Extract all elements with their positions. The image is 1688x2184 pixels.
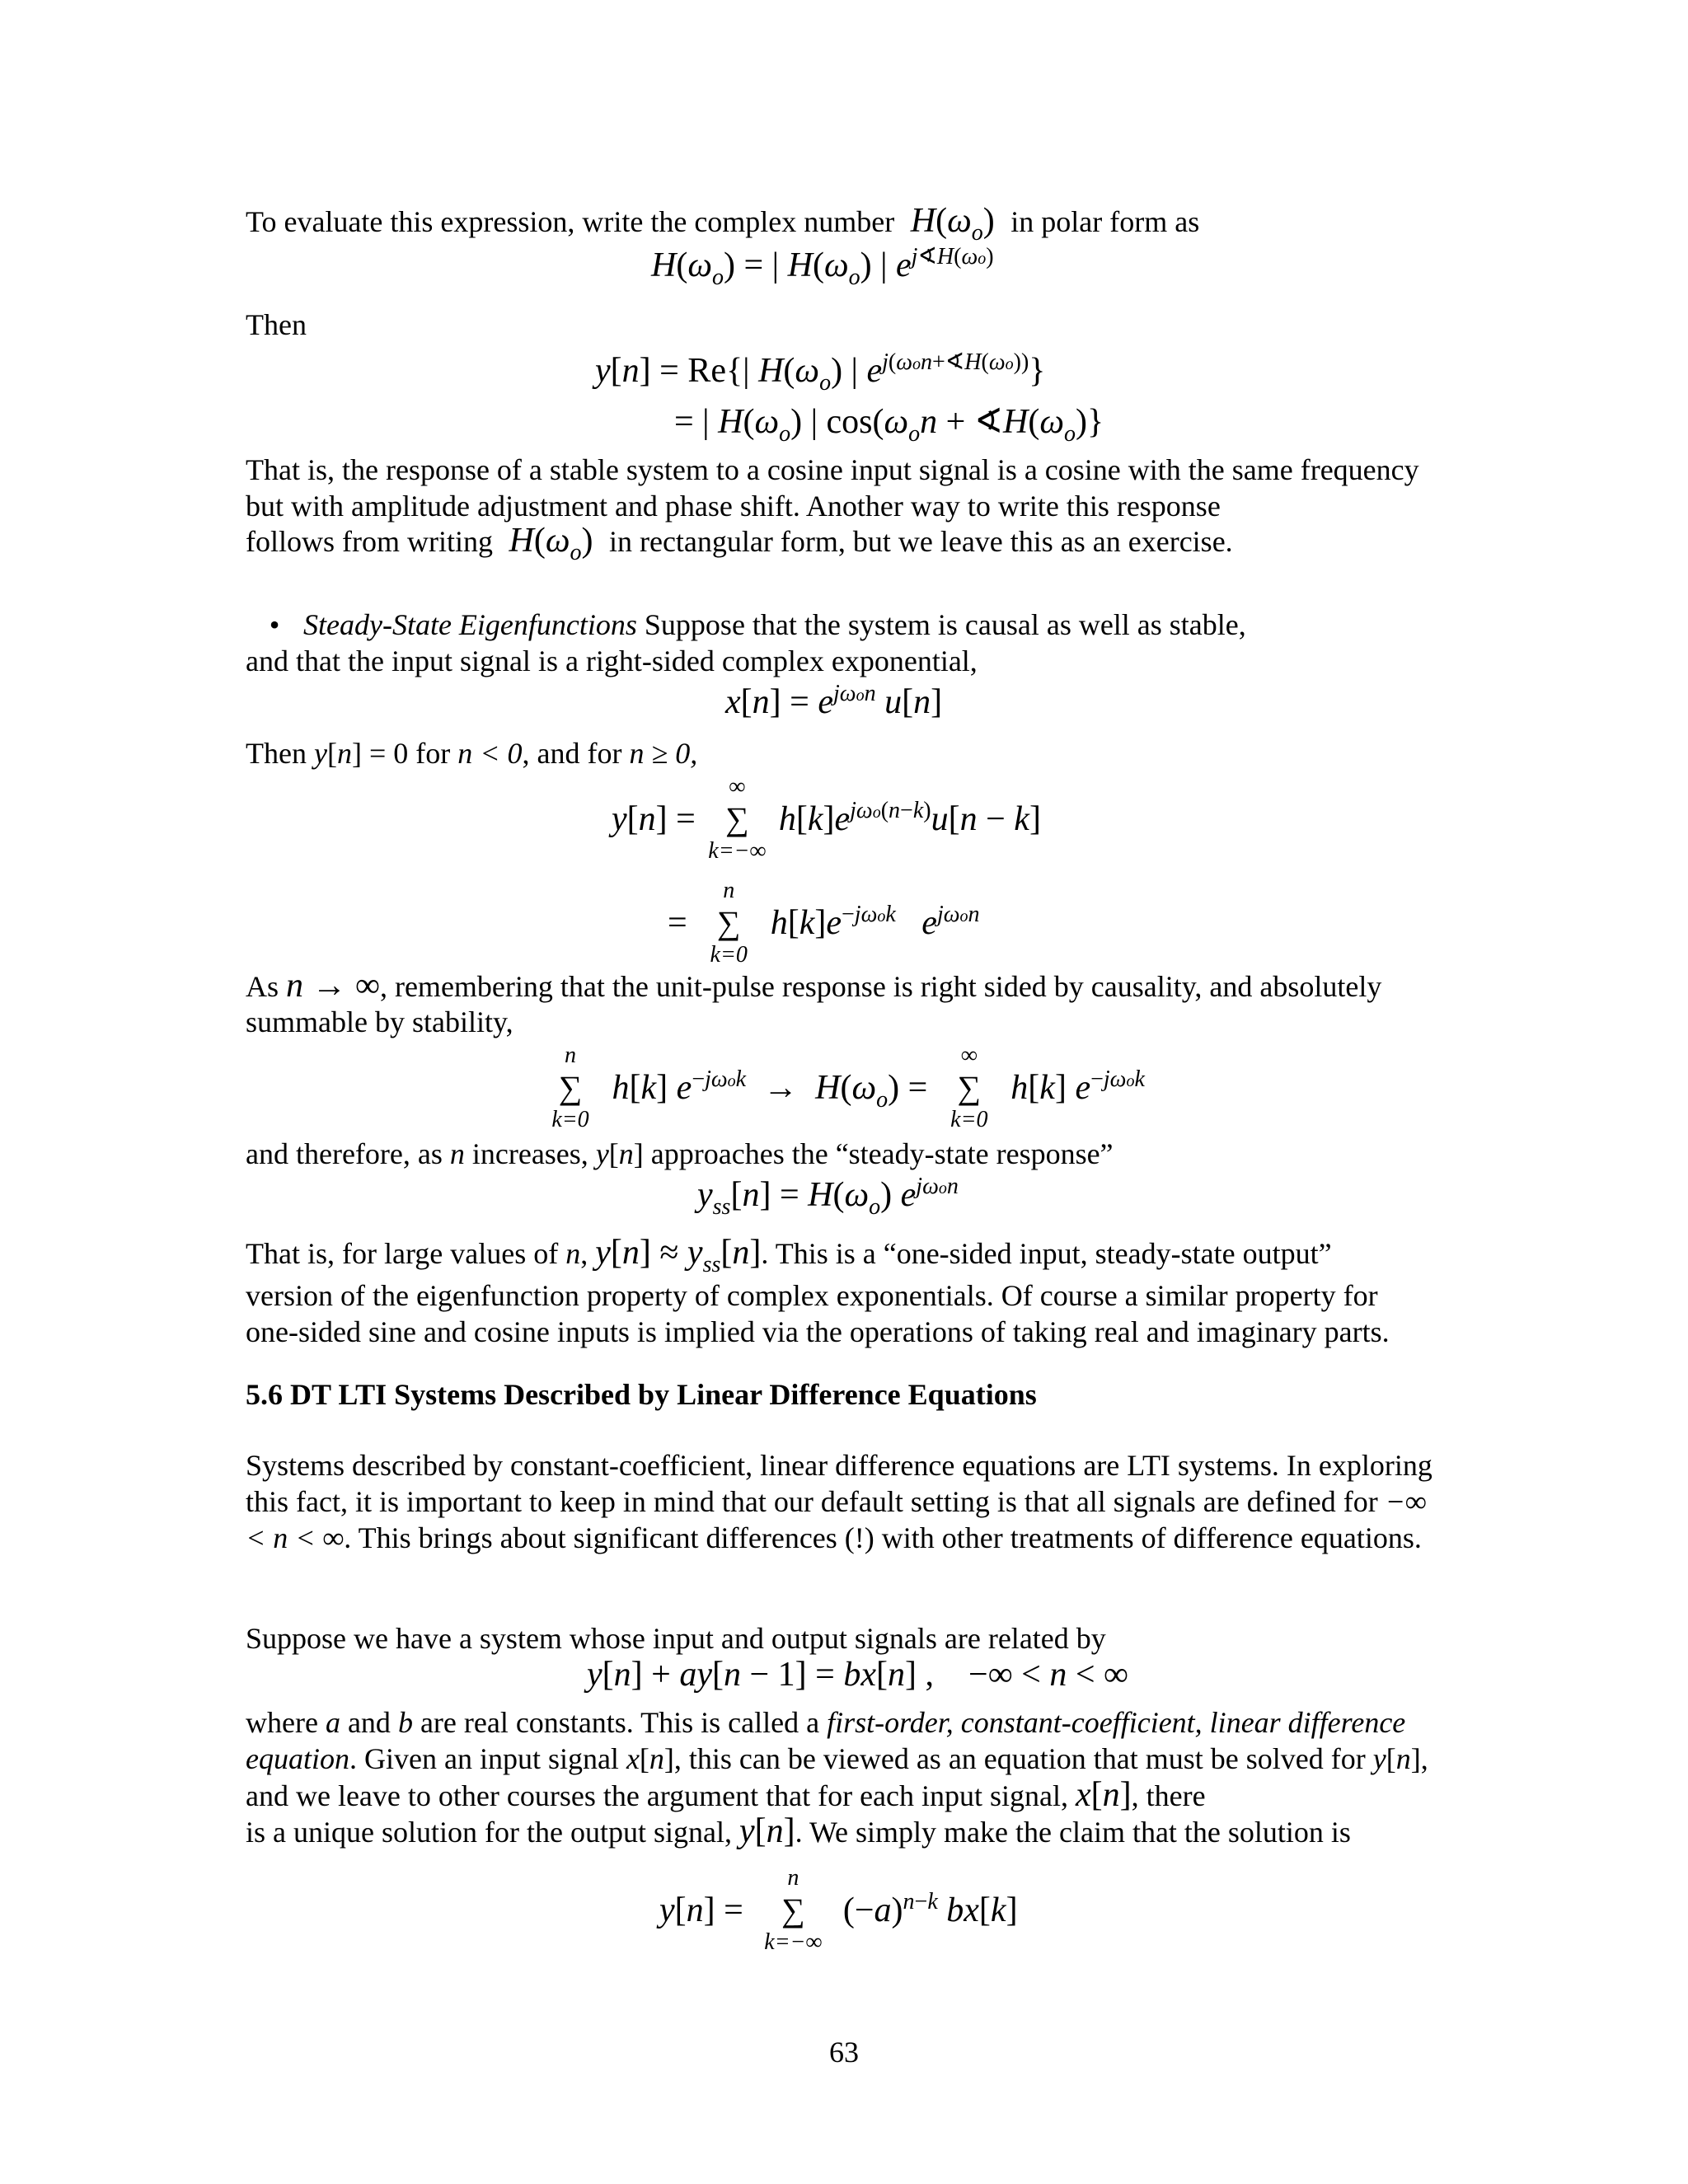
paragraph-therefore: and therefore, as n increases, y[n] approaches the “steady-state response” xyxy=(246,1137,1114,1170)
equation-cosine-response: = | $H(\omega_o)$ | $\cos(\omega_on$ + $∢H(\omega_o)$} xyxy=(674,403,1104,447)
then-label-1: Then xyxy=(246,308,307,341)
paragraph-eigenfunction: version of the eigenfunction property of complex exponentials. Of course a similar property for one-sided sine and cosine inputs is implied via the operations of taking real and imaginary parts. xyxy=(246,1279,1390,1348)
paragraph-as-n-infinity: As n → ∞, remembering that the unit-pulse response is right sided by causality, and absolutely xyxy=(246,967,1382,1005)
paragraph-rectangular: follows from writing $H(\omega_o)$ in rectangular form, but we leave this as an exercise. xyxy=(246,522,1233,565)
bullet-continuation: and that the input signal is a right-sided complex exponential, xyxy=(246,644,978,677)
bullet-steady-state: • Steady-State Eigenfunctions Suppose that the system is causal as well as stable, xyxy=(246,607,1432,643)
equation-difference: y[n] + ay[n − 1] = bx[n] , −∞ < n < ∞ xyxy=(587,1656,1128,1694)
equation-steady-state: $y_{ss}[n] = H(\omega_o)$ $e^{j\omega on}$ xyxy=(697,1174,959,1220)
equation-convolution-sum: y[n] = ∞ ∑ k=−∞ $h[k]e^{j\omega o(n-k)}u[n - k]$ xyxy=(612,774,1041,864)
equation-real-part: y[n] = Re{| $H(\omega_o)$ | $e^{j(\omega on+∢H(\omega o))}$} xyxy=(595,349,1046,396)
paragraph-summable: summable by stability, xyxy=(246,1005,513,1038)
paragraph-large-values: That is, for large values of n, $y[n] \approx y_{ss}[n]$. This is a “one-sided input, steady-state output” xyxy=(246,1234,1332,1277)
equation-polar-form: $H(\omega_o)$ = | $H(\omega_o)$ | $e^{j∢H(\omega o)}$ xyxy=(651,244,994,290)
equation-solution: y[n] = n ∑ k=−∞ $(-a)^{n-k}$ bx[k] xyxy=(659,1865,1018,1955)
paragraph-stable-response: That is, the response of a stable system to a cosine input signal is a cosine with the same frequency but with amplitude adjustment and phase shift. Another way to write this response xyxy=(246,453,1419,523)
page-number: 63 xyxy=(829,2036,859,2069)
paragraph-polar-intro: To evaluate this expression, write the complex number $H(\omega_o)$ in polar form as xyxy=(246,202,1200,246)
bullet-icon: • xyxy=(269,608,280,641)
equation-right-sided-input: $x[n] = e^{j\omega on}$ u[n] xyxy=(725,681,943,721)
section-heading: 5.6 DT LTI Systems Described by Linear Difference Equations xyxy=(246,1378,1037,1411)
paragraph-then-y-zero: Then y[n] = 0 for n < 0, and for n ≥ 0, xyxy=(246,737,698,770)
math-h-omega-o: $H(\omega_o)$ xyxy=(910,202,1004,246)
equation-limit-sum: n ∑ k=0 h[k] $e^{-j\omega ok} \to H(\omega_o)$ = ∞ ∑ k=0 h[k] $e^{-j\omega ok}$ xyxy=(551,1043,1145,1132)
paragraph-unique-solution: is a unique solution for the output signal, y[n]. We simply make the claim that the solution is xyxy=(246,1812,1351,1850)
paragraph-systems-described: Systems described by constant-coefficient, linear difference equations are LTI systems. In exploring this fact, it is important to keep in mind that our default setting is that all signals are defined for −∞ < n < ∞. This brings about significant differences (!) with other treatments of difference equations. xyxy=(246,1449,1432,1554)
paragraph-suppose: Suppose we have a system whose input and output signals are related by xyxy=(246,1622,1106,1655)
equation-finite-sum: = n ∑ k=0 $h[k]e^{-j\omega ok}$ $e^{j\omega on}$ xyxy=(668,878,980,968)
paragraph-where: where a and b are real constants. This is called a first-order, constant-coefficient, linear difference equation. Given an input signal x[n], this can be viewed as an equation that must be solved for y[n], and we leave to other courses the argument that for each input signal, x[n], there xyxy=(246,1706,1428,1814)
